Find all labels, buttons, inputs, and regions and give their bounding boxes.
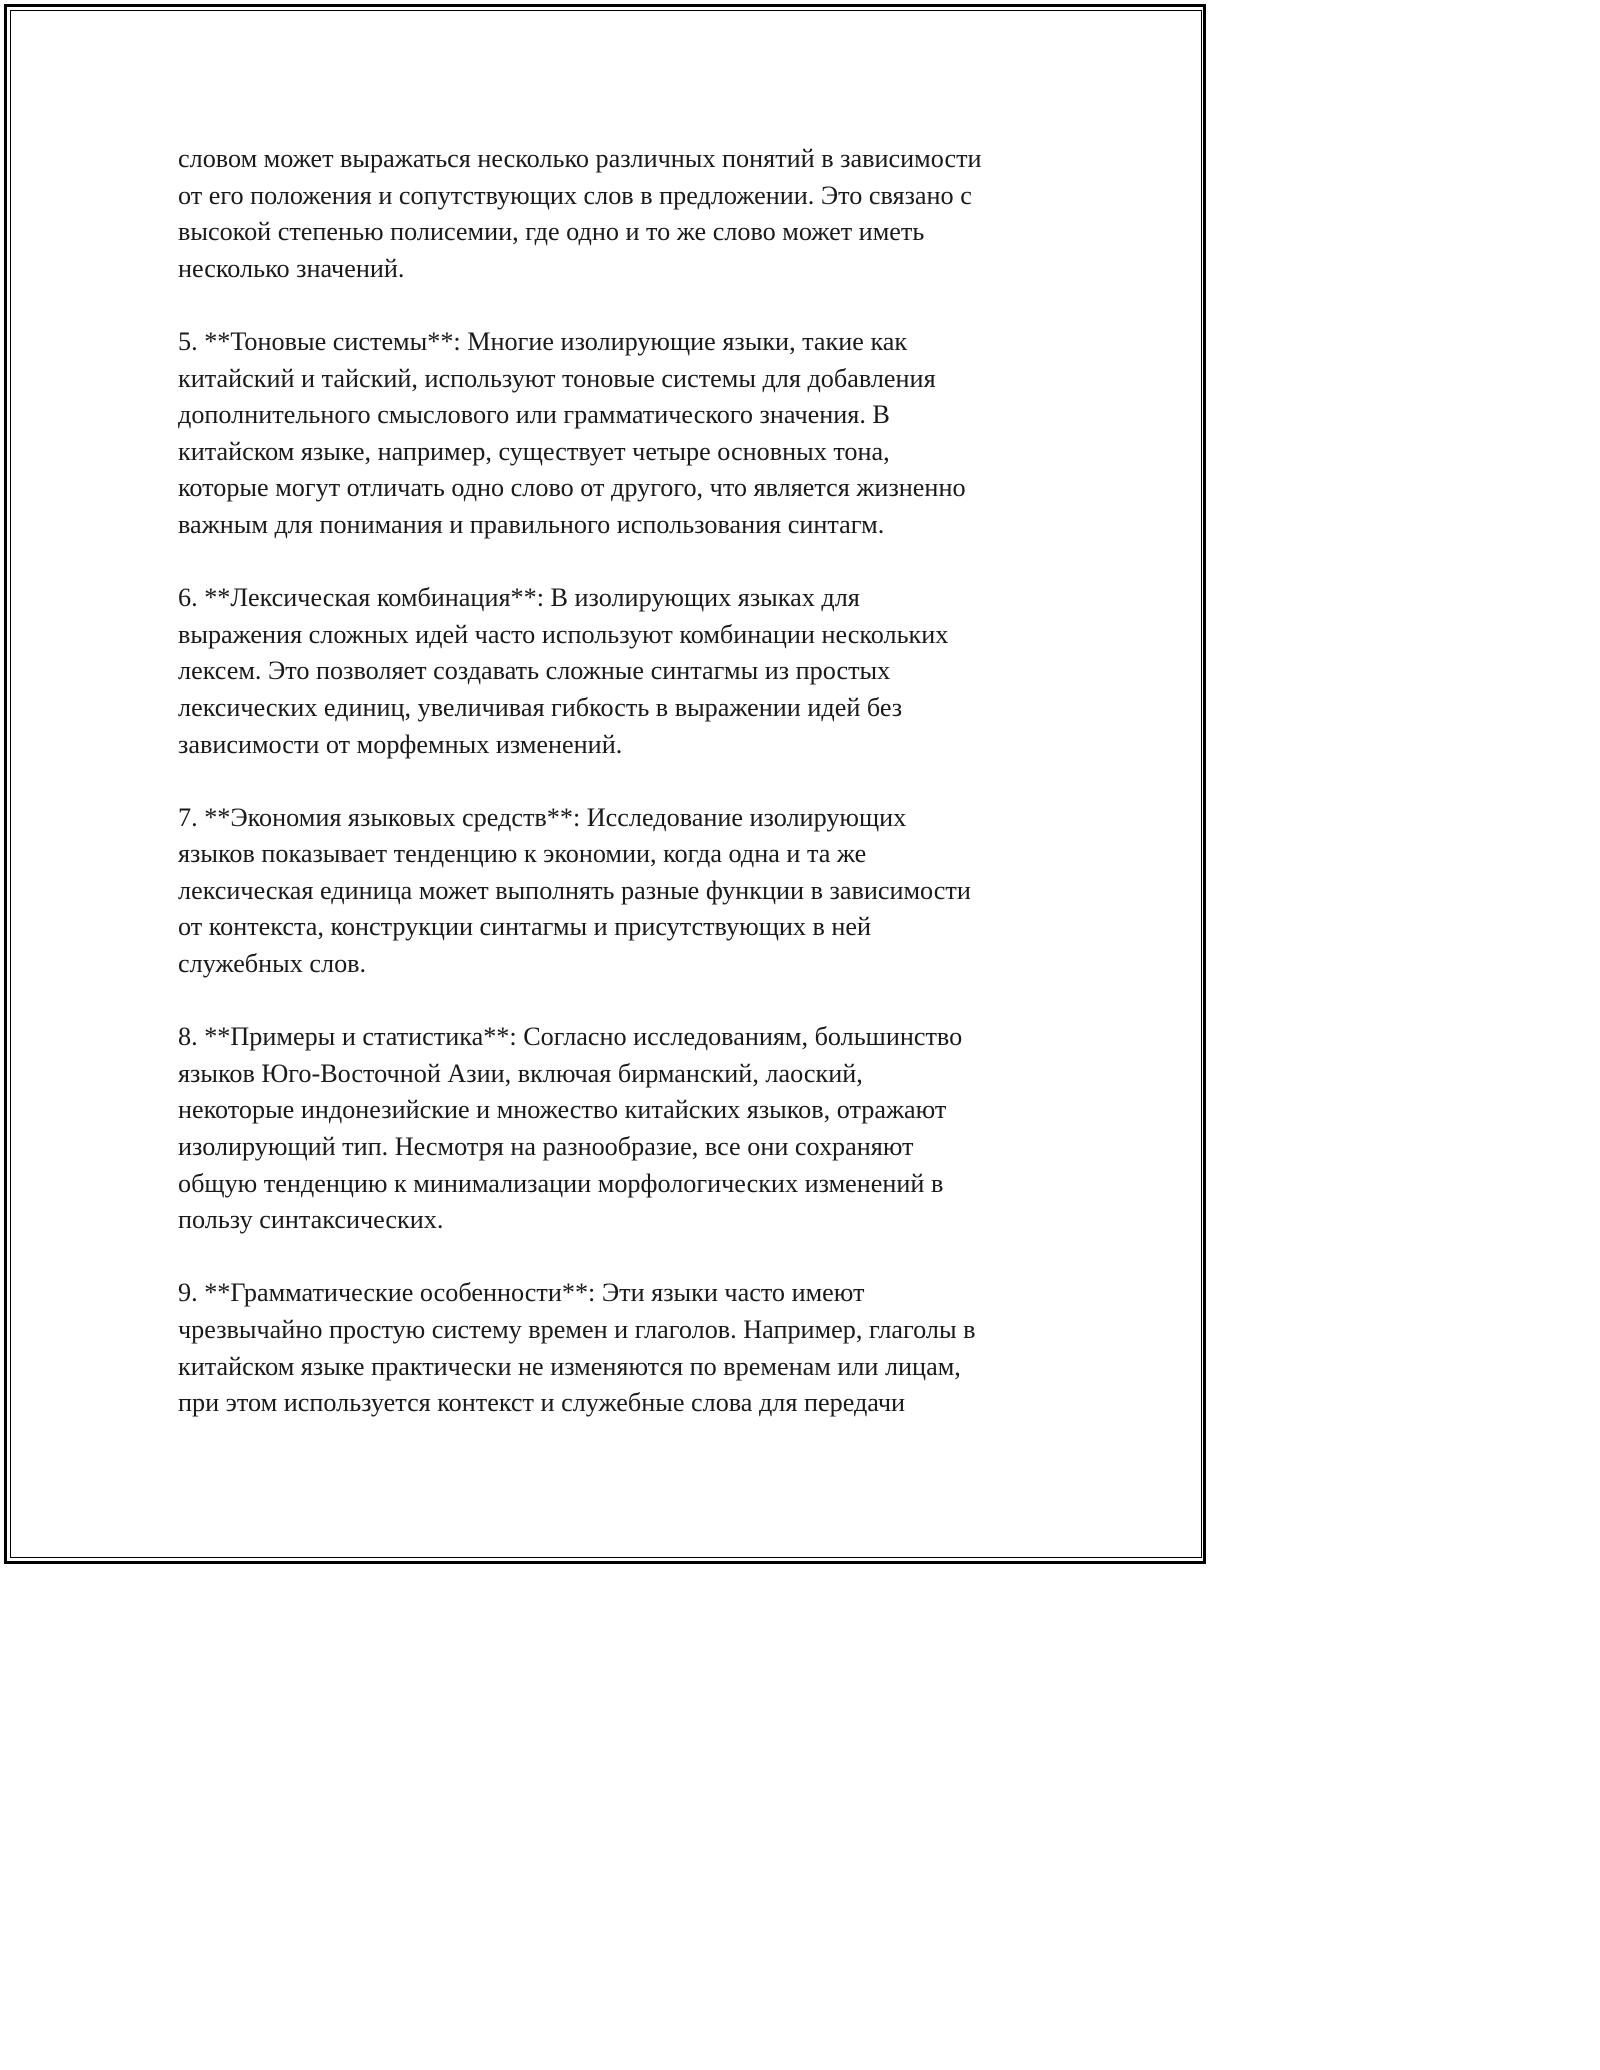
text-line: общую тенденцию к минимализации морфологических изменений в (178, 1168, 944, 1198)
paragraph-item-9 (178, 1275, 1058, 1421)
text-line: 8. **Примеры и статистика**: Согласно исследованиям, большинство (178, 1022, 963, 1052)
paragraph-item-5 (178, 324, 1058, 544)
text-line: при этом используется контекст и служебные слова для передачи (178, 1388, 906, 1418)
text-line: зависимости от морфемных изменений. (178, 729, 623, 759)
text-line: 9. **Грамматические особенности**: Эти языки часто имеют (178, 1278, 865, 1308)
text-line: важным для понимания и правильного использования синтагм. (178, 509, 885, 539)
text-line: от его положения и сопутствующих слов в предложении. Это связано с (178, 180, 972, 210)
paragraph-continuation (178, 141, 1058, 287)
text-line: несколько значений. (178, 253, 405, 283)
text-line: китайском языке практически не изменяются по временам или лицам, (178, 1351, 961, 1381)
paragraph-item-8 (178, 1019, 1058, 1239)
text-line: некоторые индонезийские и множество китайских языков, отражают (178, 1095, 947, 1125)
text-line: 5. **Тоновые системы**: Многие изолирующие языки, такие как (178, 326, 908, 356)
paragraph-item-7 (178, 800, 1058, 983)
text-line: пользу синтаксических. (178, 1205, 444, 1235)
text-line: языков показывает тенденцию к экономии, когда одна и та же (178, 839, 867, 869)
text-line: чрезвычайно простую систему времен и глаголов. Например, глаголы в (178, 1315, 976, 1344)
text-line: 7. **Экономия языковых средств**: Исследование изолирующих (178, 802, 907, 832)
paragraph-item-6 (178, 580, 1058, 763)
text-line: языков Юго-Восточной Азии, включая бирманский, лаоский, (178, 1058, 863, 1088)
text-line: дополнительного смыслового или грамматического значения. В (178, 400, 890, 430)
text-line: лексическая единица может выполнять разные функции в зависимости (178, 875, 971, 905)
text-line: лексических единиц, увеличивая гибкость в выражении идей без (178, 692, 903, 722)
text-line: высокой степенью полисемии, где одно и то же слово может иметь (178, 217, 925, 247)
document-body (178, 141, 1058, 1458)
text-line: китайском языке, например, существует четыре основных тона, (178, 436, 890, 466)
text-line: которые могут отличать одно слово от другого, что является жизненно (178, 473, 966, 503)
text-line: служебных слов. (178, 949, 367, 979)
text-line: словом может выражаться несколько различных понятий в зависимости (178, 144, 982, 173)
text-line: выражения сложных идей часто используют комбинации нескольких (178, 619, 949, 649)
text-line: от контекста, конструкции синтагмы и присутствующих в ней (178, 912, 872, 942)
text-line: 6. **Лексическая комбинация**: В изолирующих языках для (178, 583, 860, 613)
text-line: китайский и тайский, используют тоновые системы для добавления (178, 363, 936, 393)
text-line: лексем. Это позволяет создавать сложные синтагмы из простых (178, 656, 891, 686)
text-line: изолирующий тип. Несмотря на разнообразие, все они сохраняют (178, 1132, 914, 1162)
